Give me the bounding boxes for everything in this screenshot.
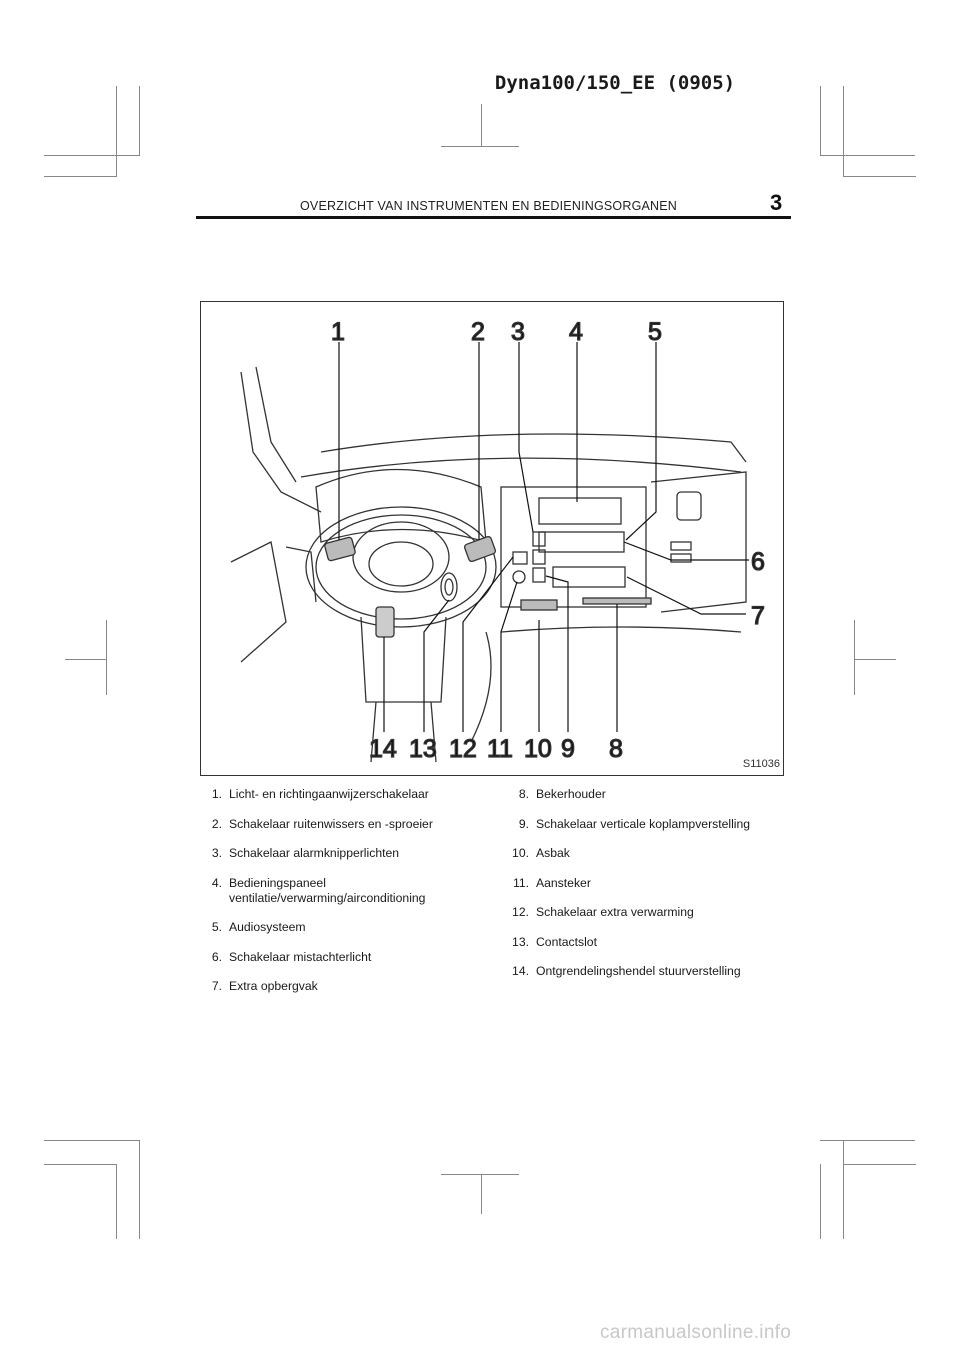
legend-number: 10. <box>512 846 529 860</box>
legend-item <box>196 979 496 994</box>
figure-code: S11036 <box>742 758 780 770</box>
callout-6: 6 <box>751 548 765 576</box>
callout-11: 11 <box>487 735 513 763</box>
tilt-lever <box>376 607 394 637</box>
page-number: 3 <box>770 190 783 215</box>
callout-4: 4 <box>569 318 583 346</box>
legend-item <box>196 950 496 965</box>
legend-item <box>497 935 797 950</box>
legend-text-block <box>229 876 496 906</box>
aux-heater-switch <box>513 552 527 564</box>
legend-item <box>497 787 797 802</box>
legend-text: Schakelaar verticale koplampverstelling <box>536 816 751 831</box>
legend-item <box>497 846 797 861</box>
legend-number: 11. <box>512 875 529 890</box>
ignition-switch <box>441 573 457 601</box>
crop-mark <box>820 1164 821 1239</box>
crop-mark <box>65 659 107 660</box>
door-panel-line <box>231 542 286 662</box>
storage-compartment <box>553 567 625 587</box>
legend-text: Asbak <box>536 846 570 860</box>
door-panel-line <box>286 547 316 602</box>
legend-number: 8. <box>518 787 529 801</box>
cigarette-lighter <box>513 571 525 583</box>
legend-item <box>497 964 797 979</box>
dashboard-drawing <box>201 302 784 776</box>
crop-mark <box>106 620 107 695</box>
right-vent <box>671 542 691 550</box>
legend-number: 2. <box>211 816 222 831</box>
callout-14: 14 <box>369 735 397 763</box>
crop-mark <box>843 1164 916 1165</box>
legend-text: Audiosysteem <box>229 920 306 934</box>
callout-1: 1 <box>331 318 345 346</box>
callout-12: 12 <box>449 735 477 763</box>
crop-mark <box>481 104 482 146</box>
headlight-level-switch <box>533 568 545 582</box>
legend-number: 7. <box>211 979 222 993</box>
legend-text: Schakelaar alarmknipperlichten <box>229 846 400 860</box>
crop-mark <box>820 155 915 156</box>
legend-text: Bedieningspaneel <box>229 875 326 890</box>
a-pillar-line <box>241 372 321 512</box>
legend-number: 1. <box>211 787 222 801</box>
callout-10: 10 <box>524 735 552 763</box>
callout-3: 3 <box>511 318 525 346</box>
legend-number: 14. <box>512 964 529 978</box>
steering-wheel-hub <box>353 522 449 592</box>
crop-mark <box>820 1140 915 1141</box>
legend-number: 4. <box>211 875 222 890</box>
legend-text: Contactslot <box>536 934 597 949</box>
crop-mark <box>116 1164 117 1239</box>
crop-mark <box>843 1140 844 1239</box>
legend-left-column <box>196 787 496 1009</box>
steering-column <box>361 617 446 702</box>
legend-text: Schakelaar ruitenwissers en -sproeier <box>229 816 433 831</box>
legend-text: Schakelaar extra verwarming <box>536 905 694 919</box>
crop-mark <box>854 659 896 660</box>
legend-item <box>497 876 797 891</box>
legend-right-column <box>497 787 797 994</box>
legend-item <box>497 817 797 832</box>
legend-text: Ontgrendelingshendel stuurverstelling <box>536 964 741 978</box>
crop-mark <box>481 1174 482 1214</box>
crop-mark <box>441 1174 519 1175</box>
crop-mark <box>44 155 139 156</box>
callout-9: 9 <box>561 735 575 763</box>
crop-mark <box>44 1140 139 1141</box>
legend-text: Licht- en richtingaanwijzerschakelaar <box>229 787 429 801</box>
wiper-stalk <box>464 536 496 562</box>
section-title: OVERZICHT VAN INSTRUMENTEN EN BEDIENINGSORGANEN <box>300 199 678 213</box>
dashboard-right-line <box>651 472 746 612</box>
callout-13: 13 <box>409 735 437 763</box>
legend-number: 3. <box>211 846 222 860</box>
dashboard-lower-line <box>471 632 491 742</box>
lighting-stalk <box>324 537 356 562</box>
callout-7: 7 <box>751 602 765 630</box>
legend-text: Bekerhouder <box>536 787 606 801</box>
legend-number: 6. <box>211 949 222 964</box>
ignition-switch <box>445 579 453 595</box>
dashboard-lower-line <box>501 627 741 632</box>
steering-wheel-hub-inner <box>369 542 433 586</box>
crop-mark <box>139 1140 140 1239</box>
header-rule <box>196 216 791 219</box>
legend-item <box>196 817 496 832</box>
audio-system <box>539 532 624 552</box>
dashboard-illustration <box>200 301 784 776</box>
crop-mark <box>44 1164 117 1165</box>
callout-2: 2 <box>471 318 485 346</box>
legend-item <box>196 920 496 935</box>
legend-text: Aansteker <box>536 875 591 890</box>
right-vent <box>677 492 701 520</box>
steering-wheel-rim <box>306 507 496 627</box>
legend-number: 9. <box>518 816 529 831</box>
legend-number: 12. <box>512 905 529 919</box>
crop-mark <box>854 620 855 695</box>
right-vent <box>671 554 691 562</box>
crop-mark <box>116 86 117 176</box>
legend-item <box>497 905 797 920</box>
callout-8: 8 <box>609 735 623 763</box>
callout-leaders <box>339 342 749 732</box>
callout-5: 5 <box>648 318 662 346</box>
steering-wheel-rim-inner <box>316 515 486 619</box>
crop-mark <box>820 86 821 156</box>
legend-number: 5. <box>211 920 222 934</box>
crop-mark <box>843 86 844 176</box>
ashtray <box>521 600 557 610</box>
crop-mark <box>44 176 117 177</box>
document-id: Dyna100/150_EE (0905) <box>494 72 736 94</box>
crop-mark <box>843 176 916 177</box>
legend-item <box>196 787 496 802</box>
crop-mark <box>139 86 140 156</box>
legend-text-line2: ventilatie/verwarming/airconditioning <box>229 890 426 905</box>
cup-holder <box>583 598 651 604</box>
watermark: carmanualsonline.info <box>600 1322 792 1343</box>
legend-item <box>196 876 496 906</box>
climate-panel <box>539 498 621 524</box>
legend-item <box>196 846 496 861</box>
crop-mark <box>441 146 519 147</box>
legend-number: 13. <box>512 934 529 949</box>
legend-text: Extra opbergvak <box>229 979 318 993</box>
legend-text: Schakelaar mistachterlicht <box>229 949 372 964</box>
instrument-hood <box>316 470 486 543</box>
